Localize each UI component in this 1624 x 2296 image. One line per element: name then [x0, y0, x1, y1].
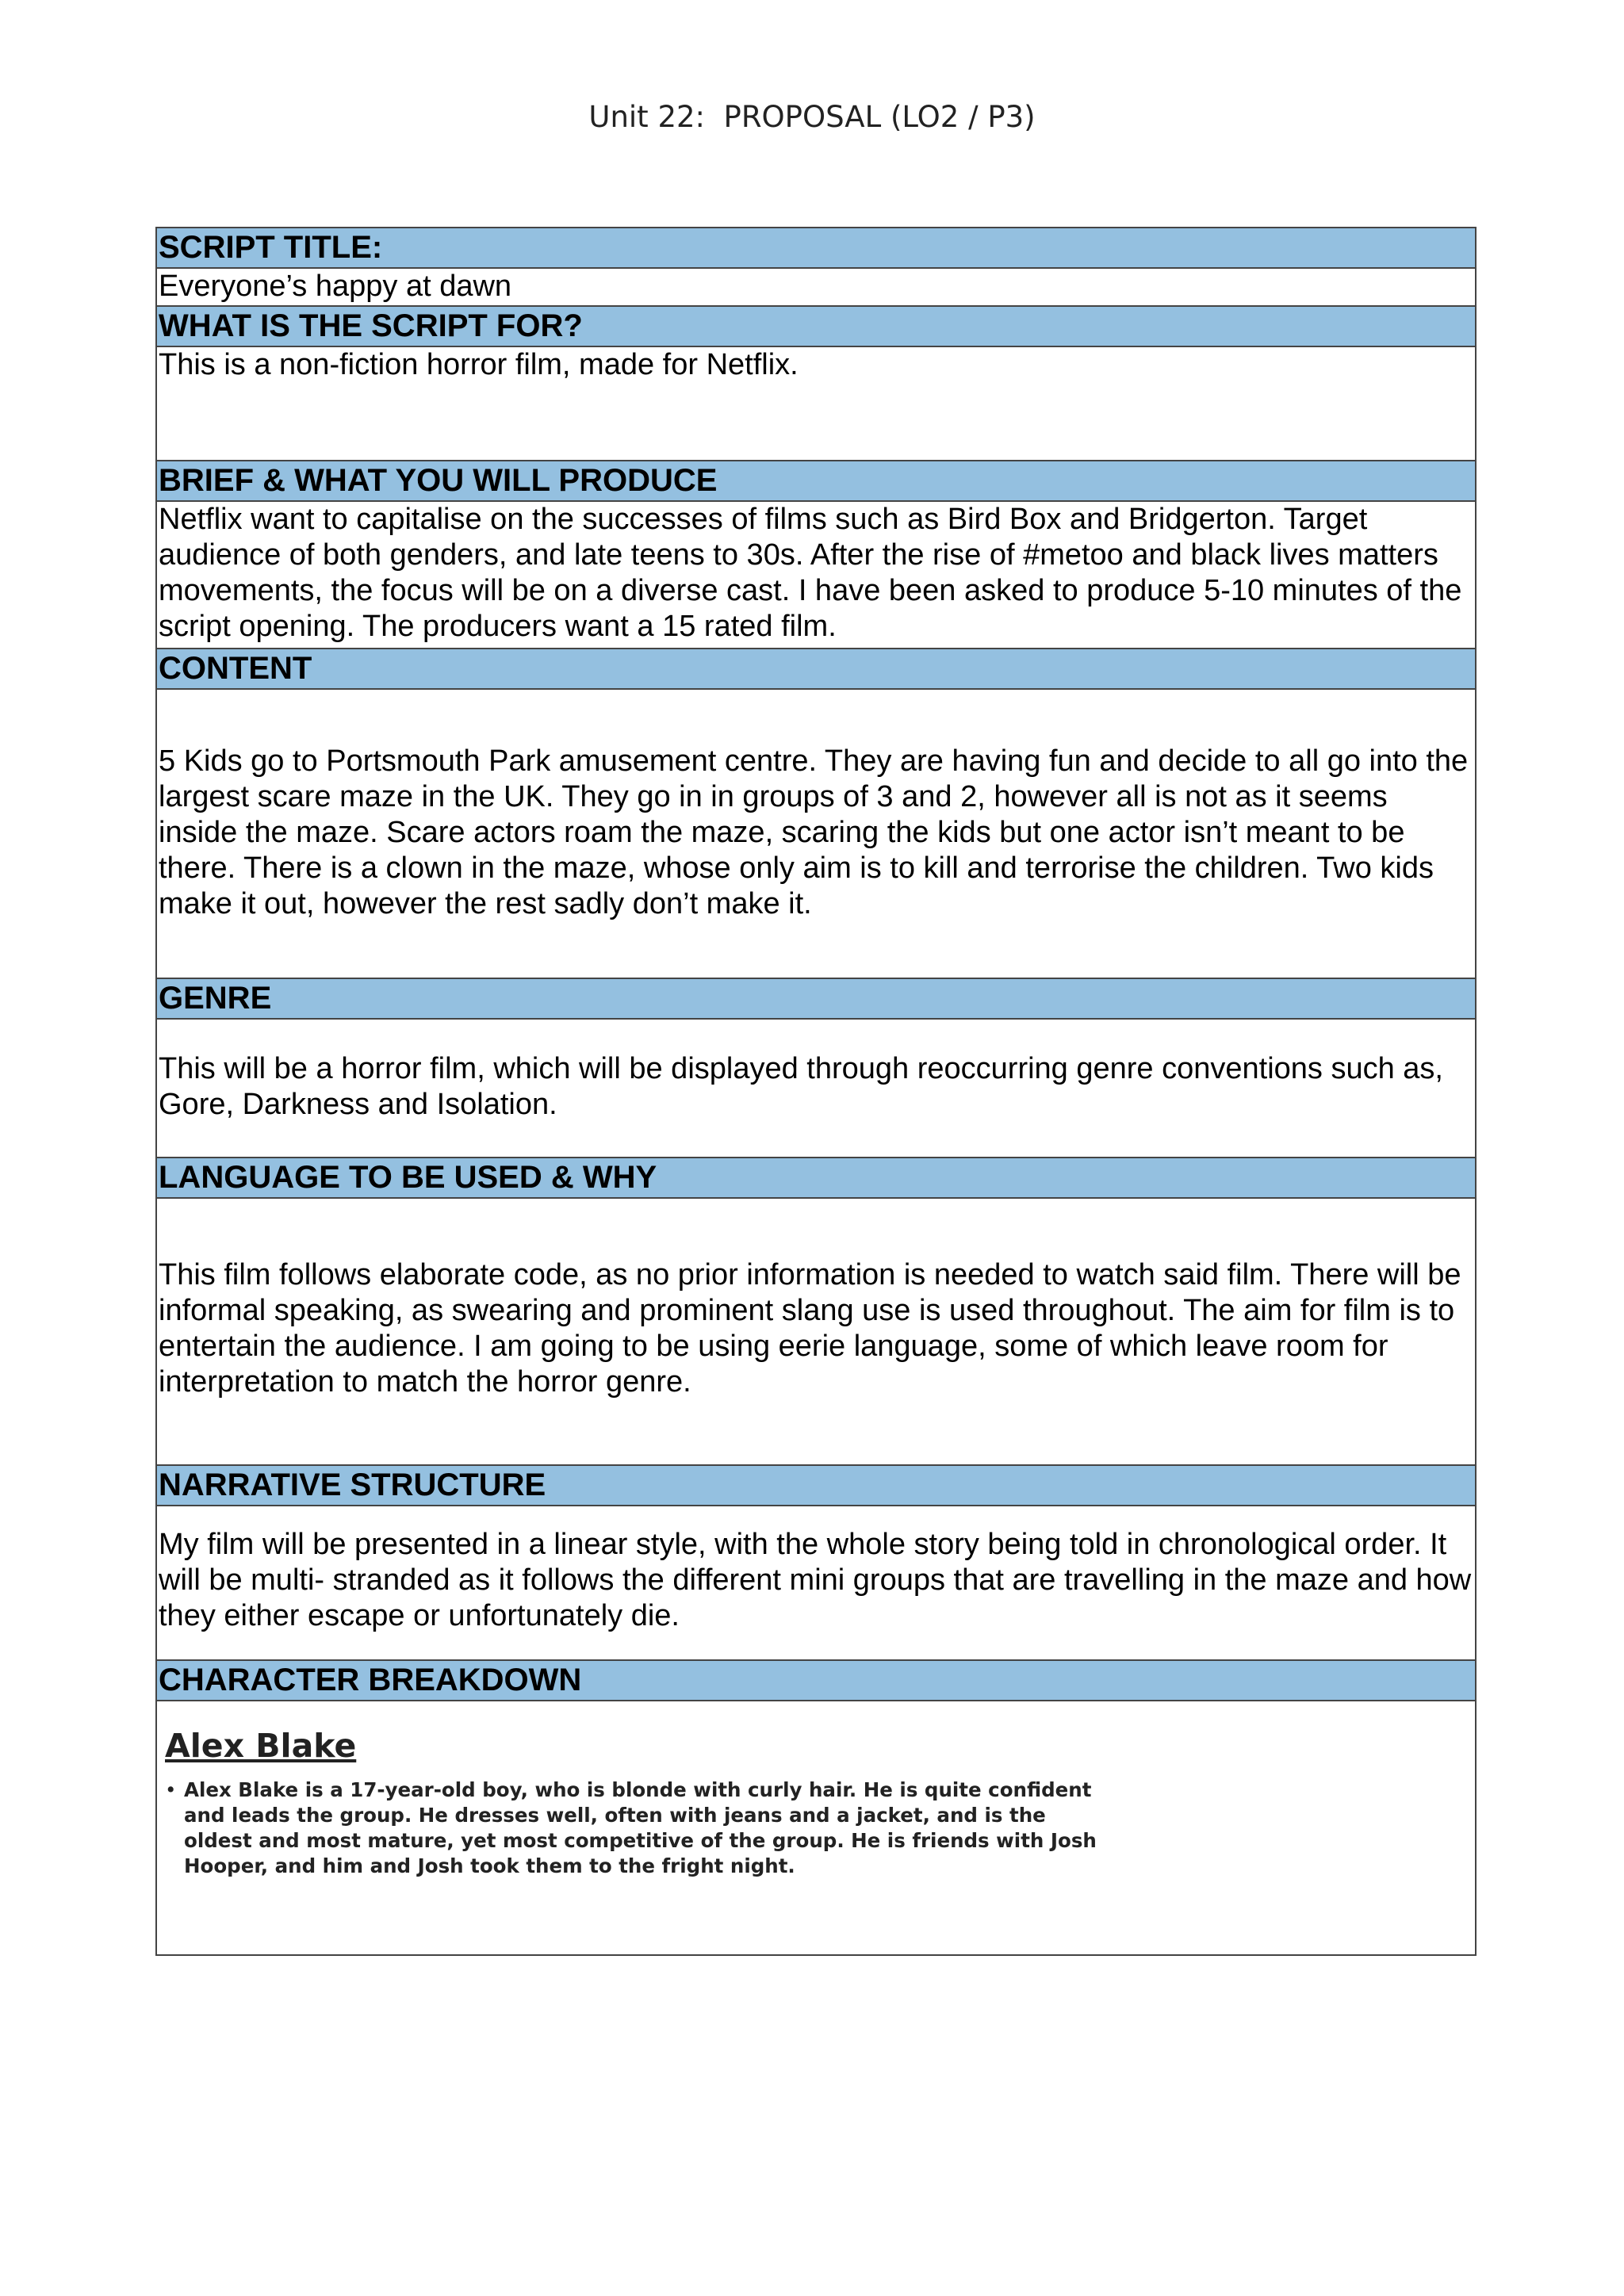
character-name: Alex Blake	[165, 1727, 357, 1765]
genre-text: This will be a horror film, which will be displayed through reoccurring genre conventions such as, Gore, Darkness and Isolation.	[157, 1020, 1475, 1158]
section-heading-characters: CHARACTER BREAKDOWN	[157, 1661, 1475, 1701]
page-title: Unit 22: PROPOSAL (LO2 / P3)	[588, 100, 1036, 134]
script-title-text: Everyone’s happy at dawn	[157, 269, 1475, 307]
section-heading-content: CONTENT	[157, 649, 1475, 690]
character-breakdown	[157, 1701, 1475, 1954]
section-heading-brief: BRIEF & WHAT YOU WILL PRODUCE	[157, 461, 1475, 502]
section-heading-language: LANGUAGE TO BE USED & WHY	[157, 1158, 1475, 1199]
section-heading-purpose: WHAT IS THE SCRIPT FOR?	[157, 307, 1475, 347]
section-heading-script-title: SCRIPT TITLE:	[157, 228, 1475, 269]
section-heading-narrative: NARRATIVE STRUCTURE	[157, 1466, 1475, 1506]
character-description: • Alex Blake is a 17-year-old boy, who is blonde with curly hair. He is quite confident and leads the group. He dresses well, often with jeans and a jacket, and is the oldest and most mature, yet most competitive of the group. He is friends with Josh Hooper, and him and Josh took them to the fright night.	[165, 1777, 1101, 1879]
section-heading-genre: GENRE	[157, 979, 1475, 1020]
narrative-text: My film will be presented in a linear style, with the whole story being told in chronological order. It will be multi- stranded as it follows the different mini groups that are travelling in the maze and how they either escape or unfortunately die.	[157, 1506, 1475, 1661]
proposal-table	[155, 227, 1477, 1956]
brief-text: Netflix want to capitalise on the successes of films such as Bird Box and Bridgerton. Target audience of both genders, and late teens to 30s. After the rise of #metoo and black lives matters movements, the focus will be on a diverse cast. I have been asked to produce 5-10 minutes of the script opening. The producers want a 15 rated film.	[157, 502, 1475, 649]
language-text: This film follows elaborate code, as no prior information is needed to watch said film. There will be informal speaking, as swearing and prominent slang use is used throughout. The aim for film is to entertain the audience. I am going to be using eerie language, some of which leave room for interpretation to match the horror genre.	[157, 1199, 1475, 1466]
character-details-list	[165, 1777, 1101, 1879]
content-text: 5 Kids go to Portsmouth Park amusement centre. They are having fun and decide to all go into the largest scare maze in the UK. They go in in groups of 3 and 2, however all is not as it seems inside the maze. Scare actors roam the maze, scaring the kids but one actor isn’t meant to be there. There is a clown in the maze, whose only aim is to kill and terrorise the children. Two kids make it out, however the rest sadly don’t make it.	[157, 690, 1475, 979]
purpose-text: This is a non-fiction horror film, made for Netflix.	[157, 347, 1475, 461]
